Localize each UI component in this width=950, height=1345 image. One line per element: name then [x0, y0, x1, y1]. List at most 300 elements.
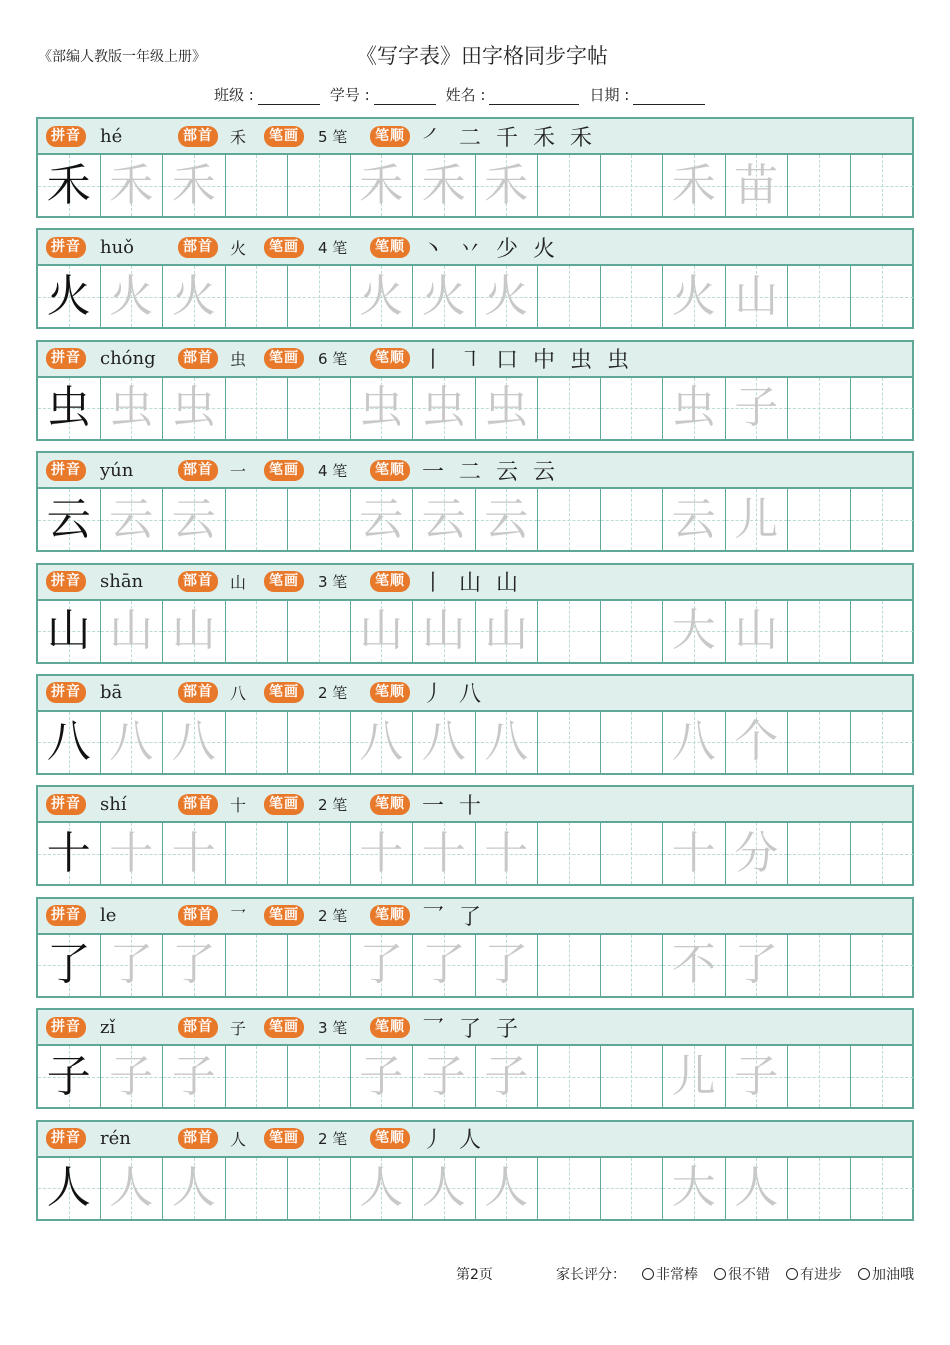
writing-cell[interactable] [538, 489, 601, 550]
writing-cell[interactable] [538, 712, 601, 773]
character-row [36, 228, 914, 339]
model-character: 云 [46, 493, 91, 545]
writing-cell[interactable] [601, 823, 664, 884]
trace-character: 子 [359, 1050, 404, 1102]
radical-tag: 部首 [178, 1128, 218, 1149]
writing-cell[interactable] [663, 935, 726, 996]
trace-character: 分 [734, 827, 779, 879]
trace-character: 八 [109, 716, 154, 768]
writing-cell[interactable] [601, 1158, 664, 1219]
writing-cell[interactable] [351, 823, 414, 884]
writing-cell[interactable] [38, 601, 101, 662]
writing-cell[interactable] [726, 935, 789, 996]
writing-cell[interactable] [788, 1158, 851, 1219]
writing-cell[interactable] [163, 378, 226, 439]
character-row [36, 785, 914, 896]
writing-cell[interactable] [601, 601, 664, 662]
writing-cell[interactable] [101, 489, 164, 550]
writing-cell[interactable] [288, 266, 351, 327]
writing-cell[interactable] [538, 155, 601, 216]
writing-cell[interactable] [288, 601, 351, 662]
writing-cell[interactable] [163, 935, 226, 996]
writing-cell[interactable] [163, 1046, 226, 1107]
class-blank[interactable] [258, 88, 320, 105]
trace-character: 大 [671, 605, 716, 657]
radical-text: 八 [230, 684, 247, 704]
writing-cell[interactable] [226, 266, 289, 327]
page-number: 第2页 [456, 1267, 493, 1283]
writing-cell[interactable] [288, 489, 351, 550]
model-character: 火 [46, 270, 91, 322]
trace-character: 虫 [421, 382, 466, 434]
writing-cell[interactable] [601, 935, 664, 996]
radio-circle-icon[interactable] [858, 1268, 870, 1280]
tianzige-grid [36, 823, 914, 886]
writing-cell[interactable] [413, 712, 476, 773]
writing-cell[interactable] [663, 266, 726, 327]
trace-character: 个 [734, 716, 779, 768]
writing-cell[interactable] [101, 823, 164, 884]
writing-cell[interactable] [851, 378, 914, 439]
writing-cell[interactable] [413, 266, 476, 327]
rating-option-label: 有进步 [800, 1267, 842, 1283]
writing-cell[interactable] [601, 155, 664, 216]
writing-cell[interactable] [476, 489, 539, 550]
writing-cell[interactable] [288, 712, 351, 773]
writing-cell[interactable] [101, 266, 164, 327]
writing-cell[interactable] [851, 935, 914, 996]
trace-character: 八 [359, 716, 404, 768]
trace-character: 禾 [484, 159, 529, 211]
writing-cell[interactable] [851, 712, 914, 773]
row-header [36, 563, 914, 601]
stroke-order-tag: 笔顺 [370, 348, 410, 369]
pinyin-tag: 拼音 [46, 126, 86, 147]
writing-cell[interactable] [476, 1046, 539, 1107]
trace-character: 十 [421, 827, 466, 879]
writing-cell[interactable] [101, 712, 164, 773]
student-number-field[interactable] [330, 84, 436, 105]
writing-cell[interactable] [101, 378, 164, 439]
trace-character: 山 [359, 605, 404, 657]
trace-character: 八 [171, 716, 216, 768]
rating-option[interactable] [642, 1264, 698, 1284]
trace-character: 火 [421, 270, 466, 322]
rating-option[interactable] [714, 1264, 770, 1284]
stroke-count: 6 笔 [318, 350, 348, 369]
stroke-count: 3 笔 [318, 1018, 348, 1037]
writing-cell[interactable] [226, 155, 289, 216]
stroke-order: 乛 了 子 [422, 1016, 522, 1042]
rating-option[interactable] [858, 1264, 914, 1284]
radio-circle-icon[interactable] [714, 1268, 726, 1280]
tianzige-grid [36, 155, 914, 218]
writing-cell[interactable] [476, 378, 539, 439]
writing-cell[interactable] [601, 712, 664, 773]
radical-tag: 部首 [178, 794, 218, 815]
writing-cell[interactable] [726, 1046, 789, 1107]
pinyin-text: shān [100, 571, 144, 593]
writing-cell[interactable] [788, 378, 851, 439]
stroke-order-tag: 笔顺 [370, 682, 410, 703]
writing-cell[interactable] [226, 823, 289, 884]
writing-cell[interactable] [163, 601, 226, 662]
writing-cell[interactable] [788, 155, 851, 216]
writing-cell[interactable] [476, 155, 539, 216]
writing-cell[interactable] [38, 1158, 101, 1219]
writing-cell[interactable] [663, 823, 726, 884]
writing-cell[interactable] [788, 935, 851, 996]
writing-cell[interactable] [726, 823, 789, 884]
writing-cell[interactable] [351, 1046, 414, 1107]
radical-text: 乛 [230, 907, 247, 927]
trace-character: 大 [671, 1162, 716, 1214]
writing-cell[interactable] [288, 378, 351, 439]
writing-cell[interactable] [538, 266, 601, 327]
writing-cell[interactable] [38, 378, 101, 439]
writing-cell[interactable] [851, 601, 914, 662]
writing-cell[interactable] [38, 1046, 101, 1107]
stroke-order: 丿 人 [422, 1128, 485, 1154]
writing-cell[interactable] [851, 1046, 914, 1107]
row-header [36, 1120, 914, 1158]
writing-cell[interactable] [726, 155, 789, 216]
row-header [36, 451, 914, 489]
trace-character: 了 [734, 939, 779, 991]
stroke-order: 丨 ㇕ 口 中 虫 虫 [422, 348, 633, 374]
writing-cell[interactable] [351, 1158, 414, 1219]
trace-character: 十 [671, 827, 716, 879]
writing-cell[interactable] [38, 712, 101, 773]
trace-character: 禾 [359, 159, 404, 211]
row-header [36, 674, 914, 712]
class-field[interactable] [214, 84, 320, 105]
strokes-tag: 笔画 [264, 794, 304, 815]
writing-cell[interactable] [288, 1158, 351, 1219]
pinyin-text: rén [100, 1128, 131, 1150]
writing-cell[interactable] [851, 266, 914, 327]
radio-circle-icon[interactable] [642, 1268, 654, 1280]
writing-cell[interactable] [476, 823, 539, 884]
writing-cell[interactable] [38, 935, 101, 996]
writing-cell[interactable] [726, 601, 789, 662]
writing-cell[interactable] [413, 823, 476, 884]
trace-character: 八 [484, 716, 529, 768]
trace-character: 人 [484, 1162, 529, 1214]
tianzige-grid [36, 935, 914, 998]
writing-cell[interactable] [476, 266, 539, 327]
character-row [36, 1120, 914, 1231]
trace-character: 子 [109, 1050, 154, 1102]
rating-label: 家长评分： [556, 1267, 626, 1283]
writing-cell[interactable] [413, 155, 476, 216]
writing-cell[interactable] [538, 1046, 601, 1107]
row-header [36, 785, 914, 823]
writing-cell[interactable] [351, 155, 414, 216]
stroke-count: 2 笔 [318, 1130, 348, 1149]
stroke-order: 丨 山 山 [422, 571, 522, 597]
writing-cell[interactable] [351, 266, 414, 327]
trace-character: 火 [171, 270, 216, 322]
radical-tag: 部首 [178, 905, 218, 926]
trace-character: 了 [359, 939, 404, 991]
writing-cell[interactable] [351, 378, 414, 439]
writing-cell[interactable] [101, 1158, 164, 1219]
writing-cell[interactable] [288, 823, 351, 884]
writing-cell[interactable] [413, 489, 476, 550]
writing-cell[interactable] [101, 601, 164, 662]
writing-cell[interactable] [226, 935, 289, 996]
date-blank[interactable] [633, 88, 705, 105]
trace-character: 虫 [109, 382, 154, 434]
edition-label: 《部编人教版一年级上册》 [38, 49, 206, 65]
strokes-tag: 笔画 [264, 460, 304, 481]
writing-cell[interactable] [476, 935, 539, 996]
trace-character: 不 [671, 939, 716, 991]
writing-cell[interactable] [788, 601, 851, 662]
writing-cell[interactable] [226, 712, 289, 773]
writing-cell[interactable] [726, 1158, 789, 1219]
writing-cell[interactable] [538, 1158, 601, 1219]
writing-cell[interactable] [663, 1158, 726, 1219]
writing-cell[interactable] [538, 601, 601, 662]
writing-cell[interactable] [788, 823, 851, 884]
writing-cell[interactable] [476, 601, 539, 662]
writing-cell[interactable] [351, 712, 414, 773]
strokes-tag: 笔画 [264, 905, 304, 926]
writing-cell[interactable] [726, 489, 789, 550]
writing-cell[interactable] [413, 601, 476, 662]
trace-character: 云 [671, 493, 716, 545]
radical-tag: 部首 [178, 126, 218, 147]
trace-character: 十 [484, 827, 529, 879]
writing-cell[interactable] [601, 378, 664, 439]
writing-cell[interactable] [226, 1158, 289, 1219]
stroke-order-tag: 笔顺 [370, 237, 410, 258]
trace-character: 子 [734, 382, 779, 434]
trace-character: 虫 [484, 382, 529, 434]
writing-cell[interactable] [288, 155, 351, 216]
writing-cell[interactable] [163, 712, 226, 773]
student-info [214, 84, 705, 105]
writing-cell[interactable] [788, 489, 851, 550]
writing-cell[interactable] [163, 489, 226, 550]
writing-cell[interactable] [351, 601, 414, 662]
tianzige-grid [36, 378, 914, 441]
stroke-order: 丿 八 [422, 682, 485, 708]
trace-character: 八 [671, 716, 716, 768]
writing-cell[interactable] [226, 489, 289, 550]
pinyin-tag: 拼音 [46, 905, 86, 926]
rating-option-label: 加油哦 [872, 1267, 914, 1283]
model-character: 十 [46, 827, 91, 879]
writing-cell[interactable] [663, 601, 726, 662]
writing-cell[interactable] [726, 712, 789, 773]
pinyin-tag: 拼音 [46, 1017, 86, 1038]
writing-cell[interactable] [413, 1046, 476, 1107]
writing-cell[interactable] [351, 489, 414, 550]
trace-character: 儿 [671, 1050, 716, 1102]
writing-cell[interactable] [476, 1158, 539, 1219]
radical-text: 虫 [230, 350, 247, 370]
stroke-count: 4 笔 [318, 461, 348, 480]
writing-cell[interactable] [413, 378, 476, 439]
writing-cell[interactable] [38, 155, 101, 216]
radio-circle-icon[interactable] [786, 1268, 798, 1280]
row-header [36, 228, 914, 266]
character-row [36, 563, 914, 674]
writing-cell[interactable] [101, 935, 164, 996]
trace-character: 禾 [671, 159, 716, 211]
radical-tag: 部首 [178, 682, 218, 703]
pinyin-tag: 拼音 [46, 571, 86, 592]
stroke-order-tag: 笔顺 [370, 571, 410, 592]
rating-option-label: 很不错 [728, 1267, 770, 1283]
writing-cell[interactable] [163, 155, 226, 216]
trace-character: 禾 [109, 159, 154, 211]
model-character: 虫 [46, 382, 91, 434]
writing-cell[interactable] [788, 1046, 851, 1107]
writing-cell[interactable] [538, 935, 601, 996]
trace-character: 子 [734, 1050, 779, 1102]
writing-cell[interactable] [413, 1158, 476, 1219]
name-blank[interactable] [489, 88, 579, 105]
writing-cell[interactable] [101, 155, 164, 216]
stroke-order-tag: 笔顺 [370, 794, 410, 815]
pinyin-text: huǒ [100, 236, 135, 258]
writing-cell[interactable] [601, 1046, 664, 1107]
trace-character: 火 [109, 270, 154, 322]
writing-cell[interactable] [288, 935, 351, 996]
trace-character: 虫 [671, 382, 716, 434]
stroke-order-tag: 笔顺 [370, 1128, 410, 1149]
tianzige-grid [36, 266, 914, 329]
writing-cell[interactable] [663, 155, 726, 216]
trace-character: 山 [421, 605, 466, 657]
stroke-order: 一 十 [422, 793, 485, 819]
writing-cell[interactable] [601, 489, 664, 550]
writing-cell[interactable] [163, 1158, 226, 1219]
model-character: 人 [46, 1162, 91, 1214]
trace-character: 火 [359, 270, 404, 322]
parent-rating [556, 1264, 914, 1284]
strokes-tag: 笔画 [264, 348, 304, 369]
pinyin-text: hé [100, 125, 123, 147]
row-header [36, 897, 914, 935]
trace-character: 苗 [734, 159, 779, 211]
writing-cell[interactable] [788, 266, 851, 327]
writing-cell[interactable] [851, 155, 914, 216]
character-row [36, 451, 914, 562]
writing-cell[interactable] [726, 378, 789, 439]
trace-character: 了 [109, 939, 154, 991]
strokes-tag: 笔画 [264, 237, 304, 258]
writing-cell[interactable] [38, 823, 101, 884]
name-field[interactable] [446, 84, 580, 105]
writing-cell[interactable] [663, 378, 726, 439]
trace-character: 十 [171, 827, 216, 879]
strokes-tag: 笔画 [264, 126, 304, 147]
radical-tag: 部首 [178, 237, 218, 258]
pinyin-text: yún [100, 459, 134, 481]
writing-cell[interactable] [163, 266, 226, 327]
trace-character: 了 [421, 939, 466, 991]
tianzige-grid [36, 1158, 914, 1221]
name-label: 姓名 : [445, 86, 486, 104]
radical-text: 山 [230, 573, 247, 593]
writing-cell[interactable] [163, 823, 226, 884]
trace-character: 十 [109, 827, 154, 879]
writing-cell[interactable] [851, 489, 914, 550]
tianzige-grid [36, 601, 914, 664]
writing-cell[interactable] [38, 489, 101, 550]
trace-character: 云 [484, 493, 529, 545]
writing-cell[interactable] [288, 1046, 351, 1107]
pinyin-text: le [100, 905, 117, 927]
model-character: 八 [46, 716, 91, 768]
trace-character: 山 [109, 605, 154, 657]
pinyin-text: chóng [100, 348, 156, 370]
student-number-blank[interactable] [374, 88, 436, 105]
stroke-order: ㇒ 二 千 禾 禾 [422, 125, 596, 151]
writing-cell[interactable] [226, 1046, 289, 1107]
class-label: 班级 : [214, 86, 254, 104]
writing-cell[interactable] [663, 712, 726, 773]
writing-cell[interactable] [38, 266, 101, 327]
radical-tag: 部首 [178, 571, 218, 592]
stroke-order-tag: 笔顺 [370, 1017, 410, 1038]
writing-cell[interactable] [538, 823, 601, 884]
writing-cell[interactable] [101, 1046, 164, 1107]
writing-cell[interactable] [413, 935, 476, 996]
writing-cell[interactable] [851, 823, 914, 884]
writing-cell[interactable] [538, 378, 601, 439]
trace-character: 云 [359, 493, 404, 545]
pinyin-text: zǐ [100, 1016, 116, 1038]
trace-character: 儿 [734, 493, 779, 545]
trace-character: 山 [734, 605, 779, 657]
model-character: 了 [46, 939, 91, 991]
pinyin-tag: 拼音 [46, 348, 86, 369]
model-character: 子 [46, 1050, 91, 1102]
writing-cell[interactable] [351, 935, 414, 996]
writing-cell[interactable] [601, 266, 664, 327]
stroke-count: 5 笔 [318, 127, 348, 146]
pinyin-text: shí [100, 793, 127, 815]
date-field[interactable] [589, 84, 705, 105]
writing-cell[interactable] [663, 1046, 726, 1107]
row-header [36, 1008, 914, 1046]
pinyin-tag: 拼音 [46, 460, 86, 481]
trace-character: 山 [171, 605, 216, 657]
writing-cell[interactable] [226, 378, 289, 439]
page-title: 《写字表》田字格同步字帖 [356, 44, 608, 68]
writing-cell[interactable] [851, 1158, 914, 1219]
trace-character: 人 [109, 1162, 154, 1214]
pinyin-text: bā [100, 682, 123, 704]
writing-cell[interactable] [663, 489, 726, 550]
trace-character: 云 [109, 493, 154, 545]
writing-cell[interactable] [788, 712, 851, 773]
stroke-order: 丶 丷 少 火 [422, 236, 559, 262]
writing-cell[interactable] [476, 712, 539, 773]
writing-cell[interactable] [726, 266, 789, 327]
character-row [36, 1008, 914, 1119]
trace-character: 人 [734, 1162, 779, 1214]
writing-cell[interactable] [226, 601, 289, 662]
rating-option[interactable] [786, 1264, 842, 1284]
character-row [36, 674, 914, 785]
